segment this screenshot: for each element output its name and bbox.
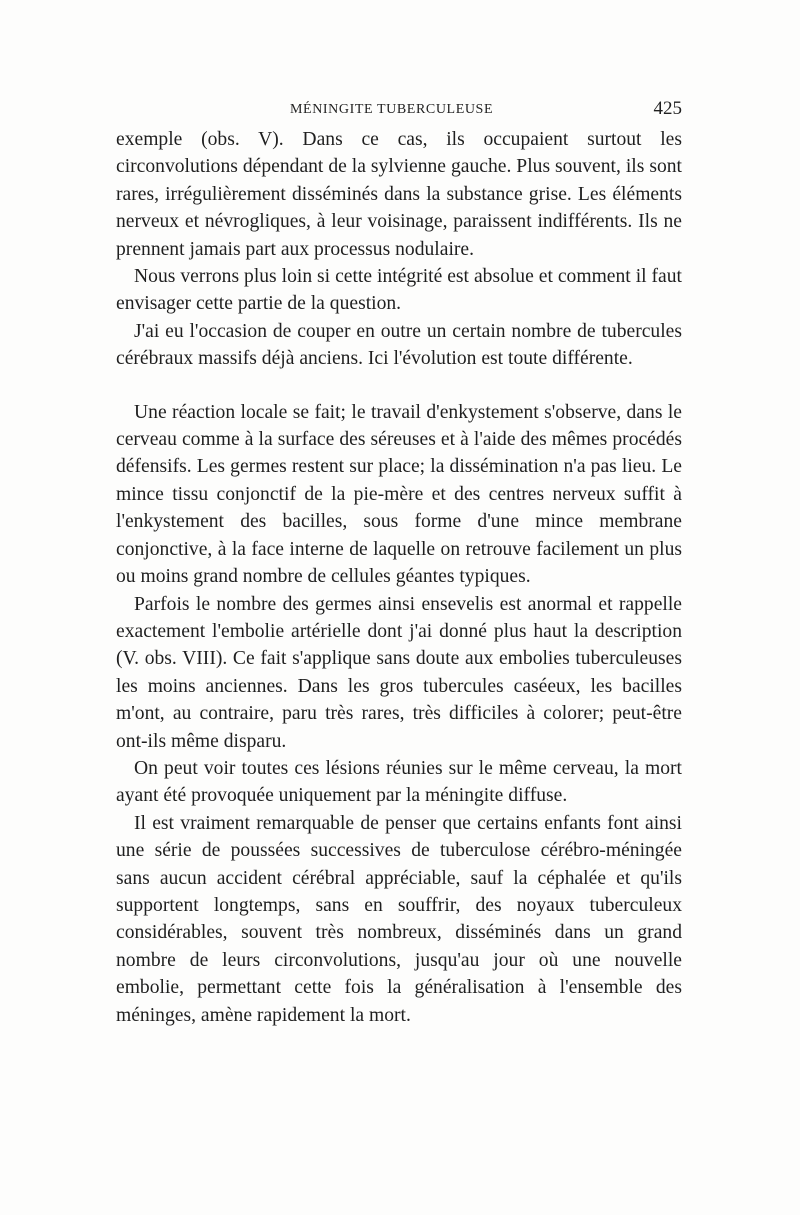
paragraph: J'ai eu l'occasion de couper en outre un certain nombre de tubercules cérébraux massifs déjà anciens. Ici l'évolution est toute différente. bbox=[116, 320, 682, 370]
paragraph: On peut voir toutes ces lésions réunies sur le même cerveau, la mort ayant été provoquée uniquement par la méningite diffuse. bbox=[116, 757, 682, 807]
paragraph: Il est vraiment remarquable de penser que certains enfants font ainsi une série de poussées successives de tuberculose cérébro-méningée sans aucun accident cérébral appréciable, sauf la céphalée et qu'ils supportent longtemps, sans en souffrir, des noyaux tuberculeux considérables, souvent très nombreux, disséminés dans un grand nombre de leurs circonvolutions, jusqu'au jour où une nouvelle embolie, permettant cette fois la généralisation à l'ensemble des méninges, amène rapidement la mort. bbox=[116, 812, 682, 1026]
paragraph: Parfois le nombre des germes ainsi ensevelis est anormal et rappelle exactement l'embolie artérielle dont j'ai donné plus haut la description (V. obs. VIII). Ce fait s'applique sans doute aux embolies tuberculeuses les moins anciennes. Dans les gros tubercules caséeux, les bacilles m'ont, au contraire, paru très rares, très difficiles à colorer; peut-être ont-ils même disparu. bbox=[116, 593, 682, 752]
paragraph: Nous verrons plus loin si cette intégrité est absolue et comment il faut envisager cette partie de la question. bbox=[116, 266, 682, 315]
page-number: 425 bbox=[653, 98, 682, 119]
running-head bbox=[116, 98, 682, 124]
section-gap bbox=[116, 373, 682, 399]
body-text bbox=[116, 126, 682, 1029]
running-title: MÉNINGITE TUBERCULEUSE bbox=[290, 102, 494, 117]
paragraph-continuation: exemple (obs. V). Dans ce cas, ils occupaient surtout les circonvolutions dépendant de la sylvienne gauche. Plus souvent, ils sont rares, irrégulièrement disséminés dans la substance grise. Les éléments nerveux et névrogliques, à leur voisinage, paraissent indifférents. Ils ne prennent jamais part aux processus nodulaire. bbox=[116, 129, 682, 260]
paragraph: Une réaction locale se fait; le travail d'enkystement s'observe, dans le cerveau comme à la surface des séreuses et à l'aide des mêmes procédés défensifs. Les germes restent sur place; la dissémination n'a pas lieu. Le mince tissu conjonctif de la pie-mère et des centres nerveux suffit à l'enkystement des bacilles, sous forme d'une mince membrane conjonctive, à la face interne de laquelle on retrouve facilement un plus ou moins grand nombre de cellules géantes typiques. bbox=[116, 401, 682, 588]
